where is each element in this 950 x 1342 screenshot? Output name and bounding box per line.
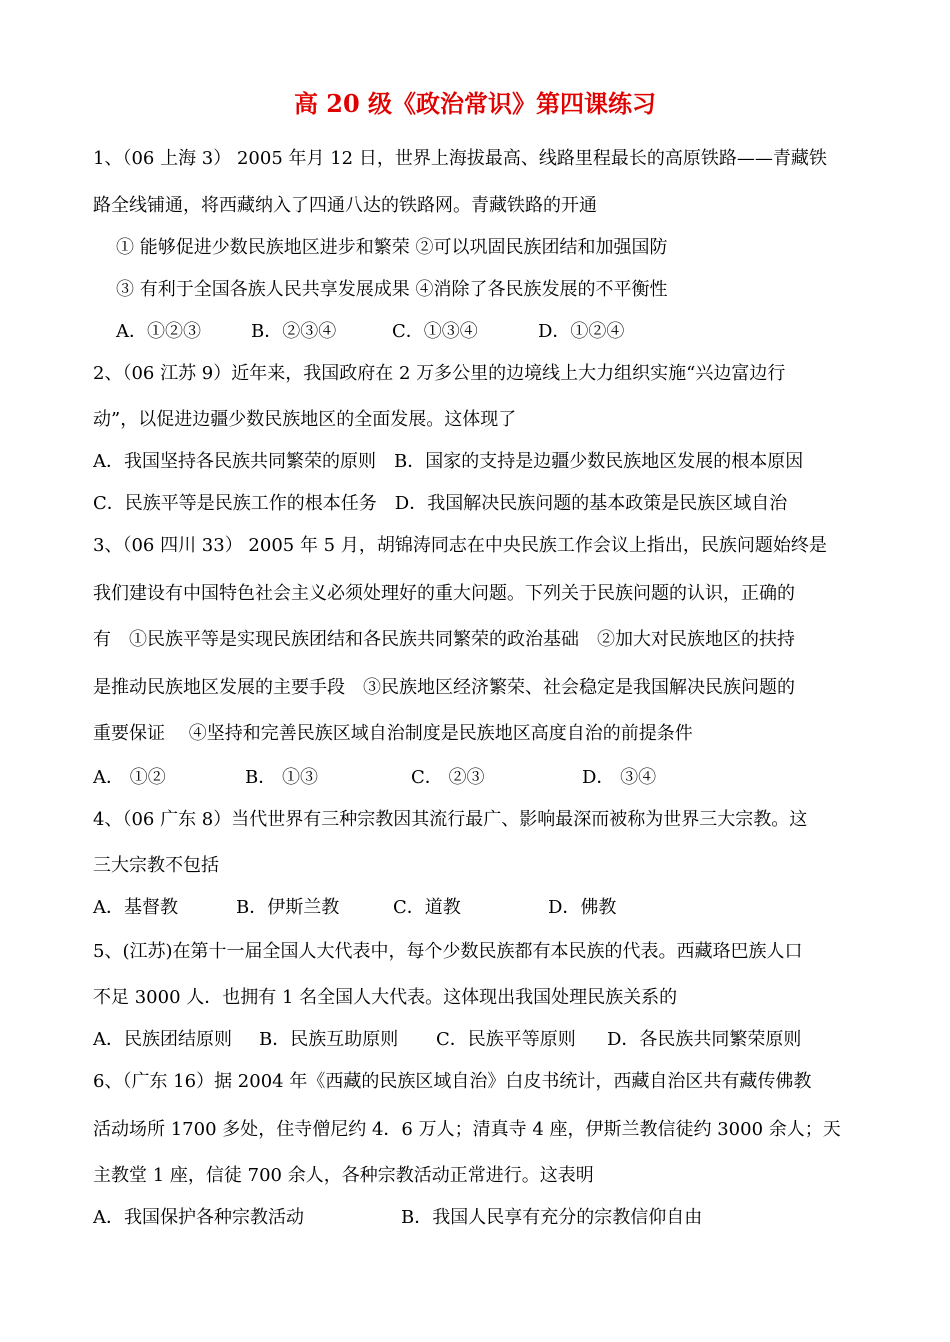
q4-line-2: 三大宗教不包括 [93, 855, 219, 876]
q1-statement-1: ① 能够促进少数民族地区进步和繁荣 ②可以巩固民族团结和加强国防 [116, 237, 668, 258]
q4-option-a: A．基督教 [93, 897, 178, 918]
q6-option-b: B．我国人民享有充分的宗教信仰自由 [401, 1207, 703, 1228]
q1-line-1: 1、（06 上海 3） 2005 年月 12 日，世界上海拔最高、线路里程最长的高原铁路——青藏铁 [93, 148, 827, 169]
q5-option-b: B．民族互助原则 [259, 1029, 399, 1050]
q6-line-3: 主教堂 1 座，信徒 700 余人，各种宗教活动正常进行。这表明 [93, 1165, 594, 1186]
q6-line-2: 活动场所 1700 多处，住寺僧尼约 4．6 万人；清真寺 4 座，伊斯兰教信徒约 3000 余人；天 [93, 1119, 841, 1140]
q2-line-1: 2、（06 江苏 9）近年来，我国政府在 2 万多公里的边境线上大力组织实施“兴边富边行 [93, 363, 786, 384]
q3-option-d: D． ③④ [582, 767, 657, 788]
q2-options-cd: C．民族平等是民族工作的根本任务 D．我国解决民族问题的基本政策是民族区域自治 [93, 493, 788, 514]
q1-option-a: A．①②③ [116, 321, 201, 342]
q3-line-1: 3、（06 四川 33） 2005 年 5 月，胡锦涛同志在中央民族工作会议上指出，民族问题始终是 [93, 535, 827, 556]
q1-option-d: D．①②④ [538, 321, 625, 342]
q4-line-1: 4、（06 广东 8）当代世界有三种宗教因其流行最广、影响最深而被称为世界三大宗教。这 [93, 809, 808, 830]
q2-options-ab: A．我国坚持各民族共同繁荣的原则 B．国家的支持是边疆少数民族地区发展的根本原因 [93, 451, 804, 472]
q3-line-4: 是推动民族地区发展的主要手段 ③民族地区经济繁荣、社会稳定是我国解决民族问题的 [93, 677, 795, 698]
q3-line-5: 重要保证 ④坚持和完善民族区域自治制度是民族地区高度自治的前提条件 [93, 723, 693, 744]
q1-line-2: 路全线铺通，将西藏纳入了四通八达的铁路网。青藏铁路的开通 [93, 195, 597, 216]
q3-option-c: C． ②③ [411, 767, 485, 788]
q6-option-a: A．我国保护各种宗教活动 [93, 1207, 304, 1228]
q3-option-a: A． ①② [93, 767, 166, 788]
q3-option-b: B． ①③ [245, 767, 318, 788]
q1-option-c: C．①③④ [392, 321, 478, 342]
q4-option-c: C．道教 [393, 897, 461, 918]
q6-line-1: 6、（广东 16）据 2004 年《西藏的民族区域自治》白皮书统计，西藏自治区共有藏传佛教 [93, 1071, 812, 1092]
q2-line-2: 动”，以促进边疆少数民族地区的全面发展。这体现了 [93, 409, 517, 430]
q5-option-c: C．民族平等原则 [436, 1029, 576, 1050]
q4-option-d: D．佛教 [548, 897, 617, 918]
q4-option-b: B．伊斯兰教 [236, 897, 340, 918]
q1-statement-2: ③ 有利于全国各族人民共享发展成果 ④消除了各民族发展的不平衡性 [116, 279, 668, 300]
q1-option-b: B．②③④ [251, 321, 337, 342]
q5-option-d: D．各民族共同繁荣原则 [607, 1029, 802, 1050]
q5-line-1: 5、(江苏)在第十一届全国人大代表中，每个少数民族都有本民族的代表。西藏珞巴族人口 [93, 941, 803, 962]
q5-option-a: A．民族团结原则 [93, 1029, 232, 1050]
page-title: 高 20 级《政治常识》第四课练习 [293, 89, 657, 118]
q3-line-3: 有 ①民族平等是实现民族团结和各民族共同繁荣的政治基础 ②加大对民族地区的扶持 [93, 629, 795, 650]
q5-line-2: 不足 3000 人．也拥有 1 名全国人大代表。这体现出我国处理民族关系的 [93, 987, 678, 1008]
q3-line-2: 我们建设有中国特色社会主义必须处理好的重大问题。下列关于民族问题的认识，正确的 [93, 583, 795, 604]
